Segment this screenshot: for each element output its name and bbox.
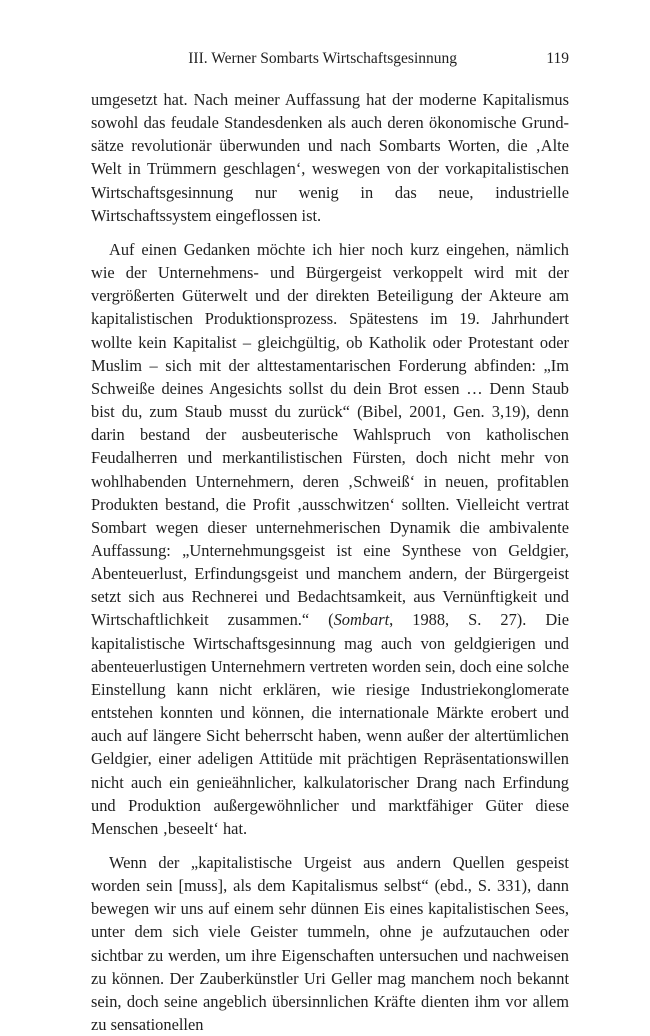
paragraph-2	[91, 238, 569, 840]
running-head	[91, 47, 569, 71]
body-text	[91, 88, 569, 1036]
page-number: 119	[546, 50, 569, 67]
paragraph-2-text-before: Auf einen Gedanken möchte ich hier noch kurz eingehen, nämlich wie der Unternehmens- und Bürgergeist verkoppelt wird mit der vergrößerten Güterwelt und der direkten Beteiligung der Akteure am kapitalistischen Produktionsprozess. Spätestens im 19. Jahrhundert wollte kein Kapitalist – gleichgültig, ob Katholik oder Protestant oder Muslim – sich mit der alttestamentarischen Forderung abfinden: „Im Schweiße deines Angesichts sollst du dein Brot essen … Denn Staub bist du, zum Staub musst du zurück“ (Bibel, 2001, Gen. 3,19), denn darin bestand der ausbeuterische Wahlspruch von katholischen Feudalherren und merkantilistischen Fürsten, doch nicht mehr von wohlhabenden Unternehmern, deren ‚Schweiß‘ in neuen, profitablen Produkten bestand, die Profit ‚ausschwitzen‘ sollten. Vielleicht vertrat Sombart wegen dieser unternehmerischen Dynamik die ambivalente Auffassung: „Unternehmungsgeist ist eine Synthese von Geldgier, Abenteuerlust, Erfindungsgeist und manchem andern, der Bürgergeist setzt sich aus Rechnerei und Bedachtsamkeit, aus Vernünftigkeit und Wirtschaftlichkeit zusammen.“ (	[91, 239, 569, 630]
running-title: III. Werner Sombarts Wirtschaftsgesinnung	[188, 50, 457, 67]
paragraph-3: Wenn der „kapitalistische Urgeist aus andern Quellen gespeist worden sein [muss], als dem Kapitalismus selbst“ (ebd., S. 331), dann bewegen wir uns auf einem sehr dünnen Eis eines kapitalistischen Sees, unter dem sich viele Geister tummeln, ohne je aufzutauchen oder sichtbar zu werden, um ihre Eigenschaften untersuchen und nachweisen zu können. Der Zauberkünstler Uri Geller mag manchem noch bekannt sein, doch seine angeblich übersinnlichen Kräfte dienten ihm vor allem zu sensationellen	[91, 853, 569, 1035]
paragraph-1: umgesetzt hat. Nach meiner Auffassung hat der moderne Kapitalismus sowohl das feudale Standesdenken als auch deren ökonomische Grundsätze revolutionär überwunden und nach Sombarts Worten, die ‚Alte Welt in Trümmern geschlagen‘, weswegen von der vorkapitalistischen Wirtschaftsgesinnung nur wenig in das neue, industrielle Wirtschaftssystem eingeflossen ist.	[91, 90, 569, 225]
citation-author: Sombart	[333, 610, 390, 630]
paragraph-2-text-after: , 1988, S. 27). Die kapitalistische Wirtschaftsgesinnung mag auch von geldgierigen und abenteuerlustigen Unternehmern vertreten worden sein, doch eine solche Einstellung kann nicht erklären, wie riesige Industriekonglomerate entstehen konnten und können, die internationale Märkte erobert und auch auf längere Sicht beherrscht haben, wenn außer der altertümlichen Geldgier, einer adeligen Attitüde mit prächtigen Repräsentationswillen nicht auch ein genieähnlicher, kalkulatorischer Drang nach Erfindung und Produktion außergewöhnlicher und marktfähiger Güter diese Menschen ‚beseelt‘ hat.	[91, 610, 569, 838]
